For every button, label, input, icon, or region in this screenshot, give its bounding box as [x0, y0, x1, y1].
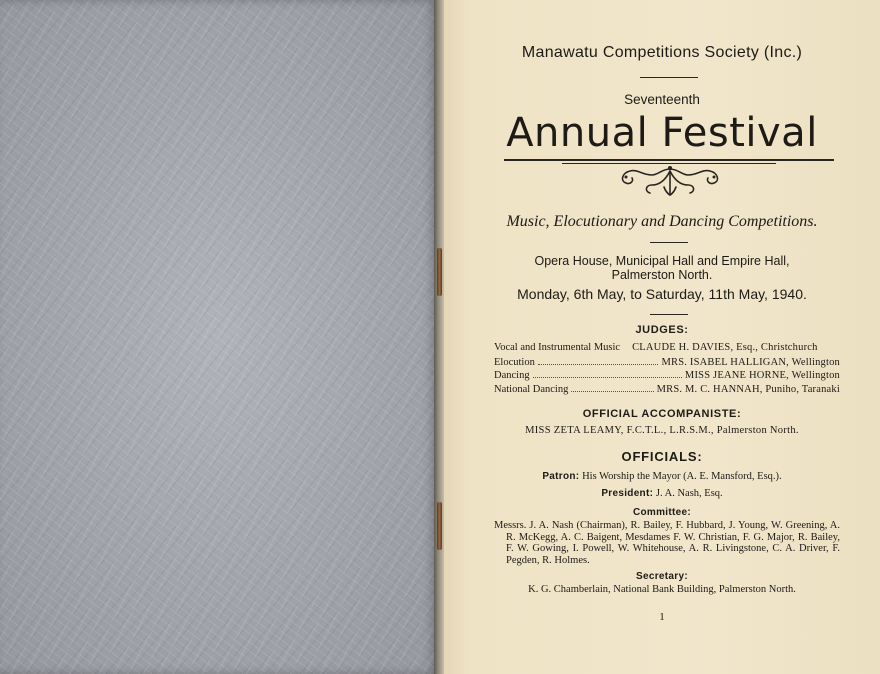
- judge-row: [494, 383, 840, 397]
- edition-label: Seventeenth: [624, 92, 700, 107]
- judge-name: MRS. ISABEL HALLIGAN, Wellington: [661, 356, 840, 368]
- judge-row: [494, 356, 840, 370]
- judge-category: Dancing: [494, 370, 530, 381]
- judges-heading: JUDGES:: [635, 324, 689, 336]
- patron-value: His Worship the Mayor (A. E. Mansford, Esq.).: [582, 471, 782, 482]
- judges-list: [494, 342, 840, 396]
- divider-3: [650, 314, 688, 315]
- dot-leader: [533, 369, 682, 378]
- title-page: [444, 0, 880, 674]
- judge-name: MRS. M. C. HANNAH, Puniho, Taranaki: [656, 383, 840, 395]
- venue: [444, 254, 880, 282]
- judge-category: Vocal and Instrumental Music: [494, 342, 621, 353]
- title-underline: [504, 159, 834, 161]
- committee-members: Messrs. J. A. Nash (Chairman), R. Bailey, F. Hubbard, J. Young, W. Greening, A. R. McKegg, A. C. Baigent, Mesdames F. W. Christian, F. G. Major, R. Bailey, F. W. Gowing, I. Powell, W. Whitehouse, A. R. Livingstone, C. A. Driver, F. Pegden, R. Holmes.: [494, 520, 840, 566]
- secretary-heading: Secretary:: [636, 571, 688, 582]
- divider-1: [640, 77, 698, 78]
- accompaniste: MISS ZETA LEAMY, F.C.T.L., L.R.S.M., Palmerston North.: [525, 425, 799, 436]
- dot-leader: [571, 383, 653, 392]
- president-label: President:: [601, 488, 654, 499]
- festival-dates: Monday, 6th May, to Saturday, 11th May, 1940.: [517, 286, 807, 302]
- president-value: J. A. Nash, Esq.: [655, 488, 723, 499]
- spine: [434, 0, 444, 674]
- committee-heading: Committee:: [632, 507, 691, 518]
- festival-subtitle: Music, Elocutionary and Dancing Competitions.: [506, 213, 818, 230]
- society-name: Manawatu Competitions Society (Inc.): [521, 44, 803, 61]
- accompaniste-heading: OFFICIAL ACCOMPANISTE:: [582, 408, 742, 420]
- staple-top: [437, 248, 442, 296]
- venue-line-1: Opera House, Municipal Hall and Empire Hall,: [534, 254, 790, 268]
- flourish-ornament-icon: [612, 163, 728, 199]
- staple-bottom: [437, 502, 442, 550]
- back-cover: [0, 0, 438, 674]
- judge-name: MISS JEANE HORNE, Wellington: [684, 370, 840, 381]
- festival-title: Annual Festival: [506, 110, 818, 156]
- patron-line: [444, 471, 880, 482]
- judge-category: National Dancing: [494, 383, 569, 395]
- divider-2: [650, 242, 688, 243]
- officials-heading: OFFICIALS:: [621, 449, 703, 464]
- dot-leader: [538, 356, 659, 365]
- patron-label: Patron:: [542, 471, 580, 482]
- judge-row: [494, 342, 840, 356]
- secretary-value: K. G. Chamberlain, National Bank Building, Palmerston North.: [528, 584, 796, 595]
- president-line: [444, 488, 880, 499]
- judge-category: Elocution: [494, 356, 535, 368]
- judge-name: CLAUDE H. DAVIES, Esq., Christchurch: [632, 342, 818, 353]
- venue-line-2: Palmerston North.: [611, 268, 713, 282]
- page-number: 1: [659, 611, 665, 623]
- judge-row: [494, 369, 840, 383]
